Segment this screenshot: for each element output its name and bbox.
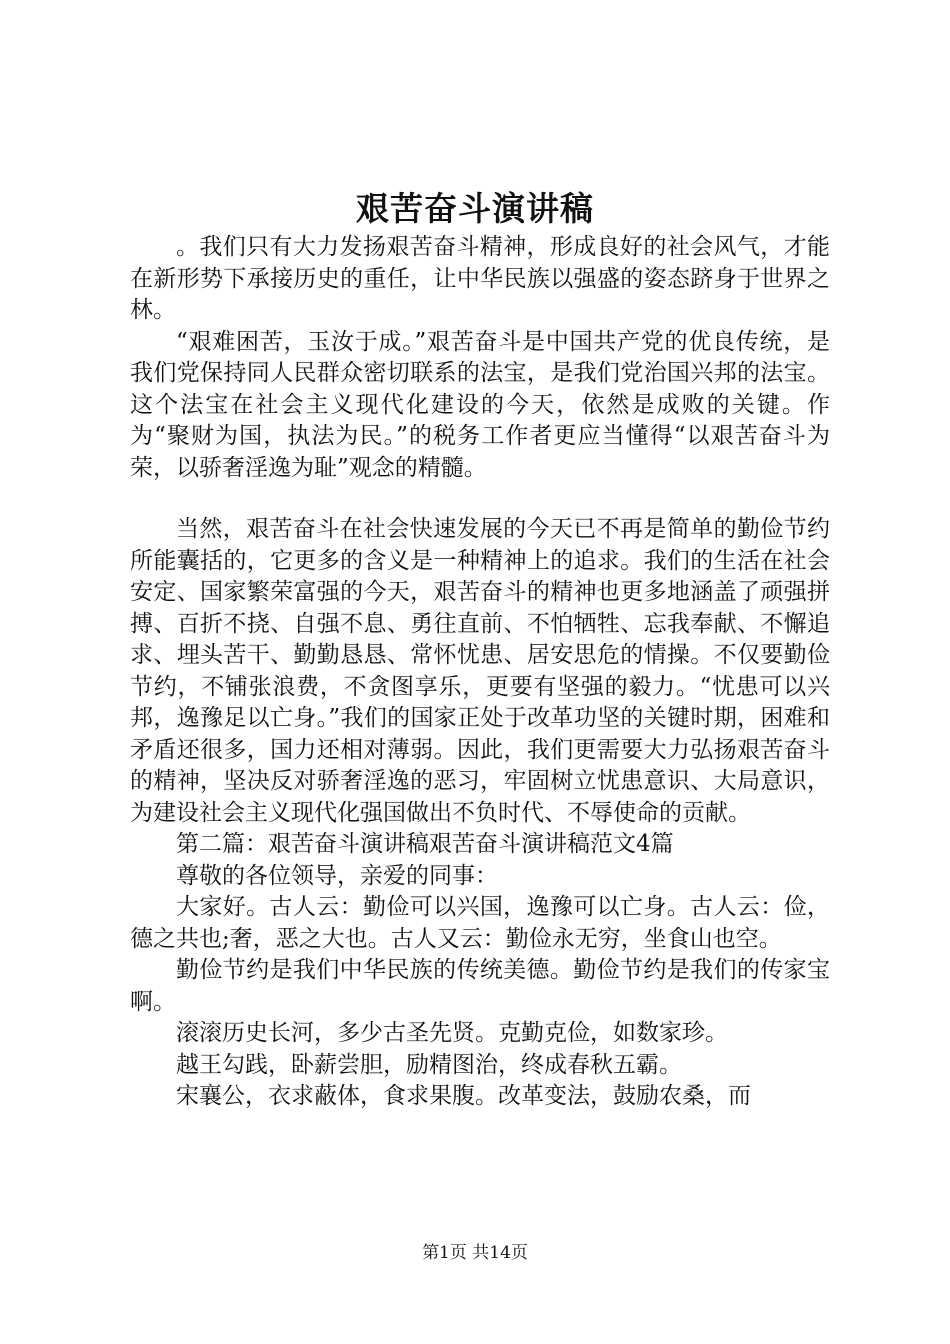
- paragraph-1: 。我们只有大力发扬艰苦奋斗精神，形成良好的社会风气，才能在新形势下承接历史的重任，让中华民族以强盛的姿态跻身于世界之林。: [130, 234, 830, 323]
- paragraph-goujian: 越王勾践，卧薪尝胆，励精图治，终成春秋五霸。: [176, 1051, 682, 1078]
- salutation: 尊敬的各位领导，亲爱的同事：: [176, 862, 498, 889]
- page-number-footer: 第1页 共14页: [422, 1243, 528, 1263]
- paragraph-2: “艰难困苦，玉汝于成。”艰苦奋斗是中国共产党的优良传统，是我们党保持同人民群众密切联系的法宝，是我们党治国兴邦的法宝。这个法宝在社会主义现代化建设的今天，依然是成败的关键。作为“聚财为国，执法为民。”的税务工作者更应当懂得“以艰苦奋斗为荣，以骄奢淫逸为耻”观念的精髓。: [130, 328, 830, 481]
- paragraph-history: 滚滚历史长河，多少古圣先贤。克勤克俭，如数家珍。: [176, 1020, 728, 1046]
- document-title: 艰苦奋斗演讲稿: [356, 189, 594, 228]
- paragraph-3: 当然，艰苦奋斗在社会快速发展的今天已不再是简单的勤俭节约所能囊括的，它更多的含义是一种精神上的追求。我们的生活在社会安定、国家繁荣富强的今天，艰苦奋斗的精神也更多地涵盖了顽强拼搏、百折不挠、自强不息、勇往直前、不怕牺牲、忘我奉献、不懈追求、埋头苦干、勤勤恳恳、常怀忧患、居安思危的情操。不仅要勤俭节约，不铺张浪费，不贪图享乐，更要有坚强的毅力。“忧患可以兴邦，逸豫足以亡身。”我们的国家正处于改革功坚的关键时期，困难和矛盾还很多，国力还相对薄弱。因此，我们更需要大力弘扬艰苦奋斗的精神，坚决反对骄奢淫逸的恶习，牢固树立忧患意识、大局意识，为建设社会主义现代化强国做出不负时代、不辱使命的贡献。: [130, 516, 830, 826]
- paragraph-greeting: 大家好。古人云：勤俭可以兴国，逸豫可以亡身。古人云：俭，德之共也;奢，恶之大也。古人又云：勤俭永无穷，坐食山也空。: [130, 894, 830, 952]
- document-body: [130, 232, 830, 1113]
- paragraph-song: 宋襄公，衣求蔽体，食求果腹。改革变法，鼓励农桑，而: [176, 1083, 751, 1109]
- section-heading: 第二篇：艰苦奋斗演讲稿艰苦奋斗演讲稿范文4篇: [176, 831, 674, 857]
- paragraph-tradition: 勤俭节约是我们中华民族的传统美德。勤俭节约是我们的传家宝啊。: [130, 957, 830, 1015]
